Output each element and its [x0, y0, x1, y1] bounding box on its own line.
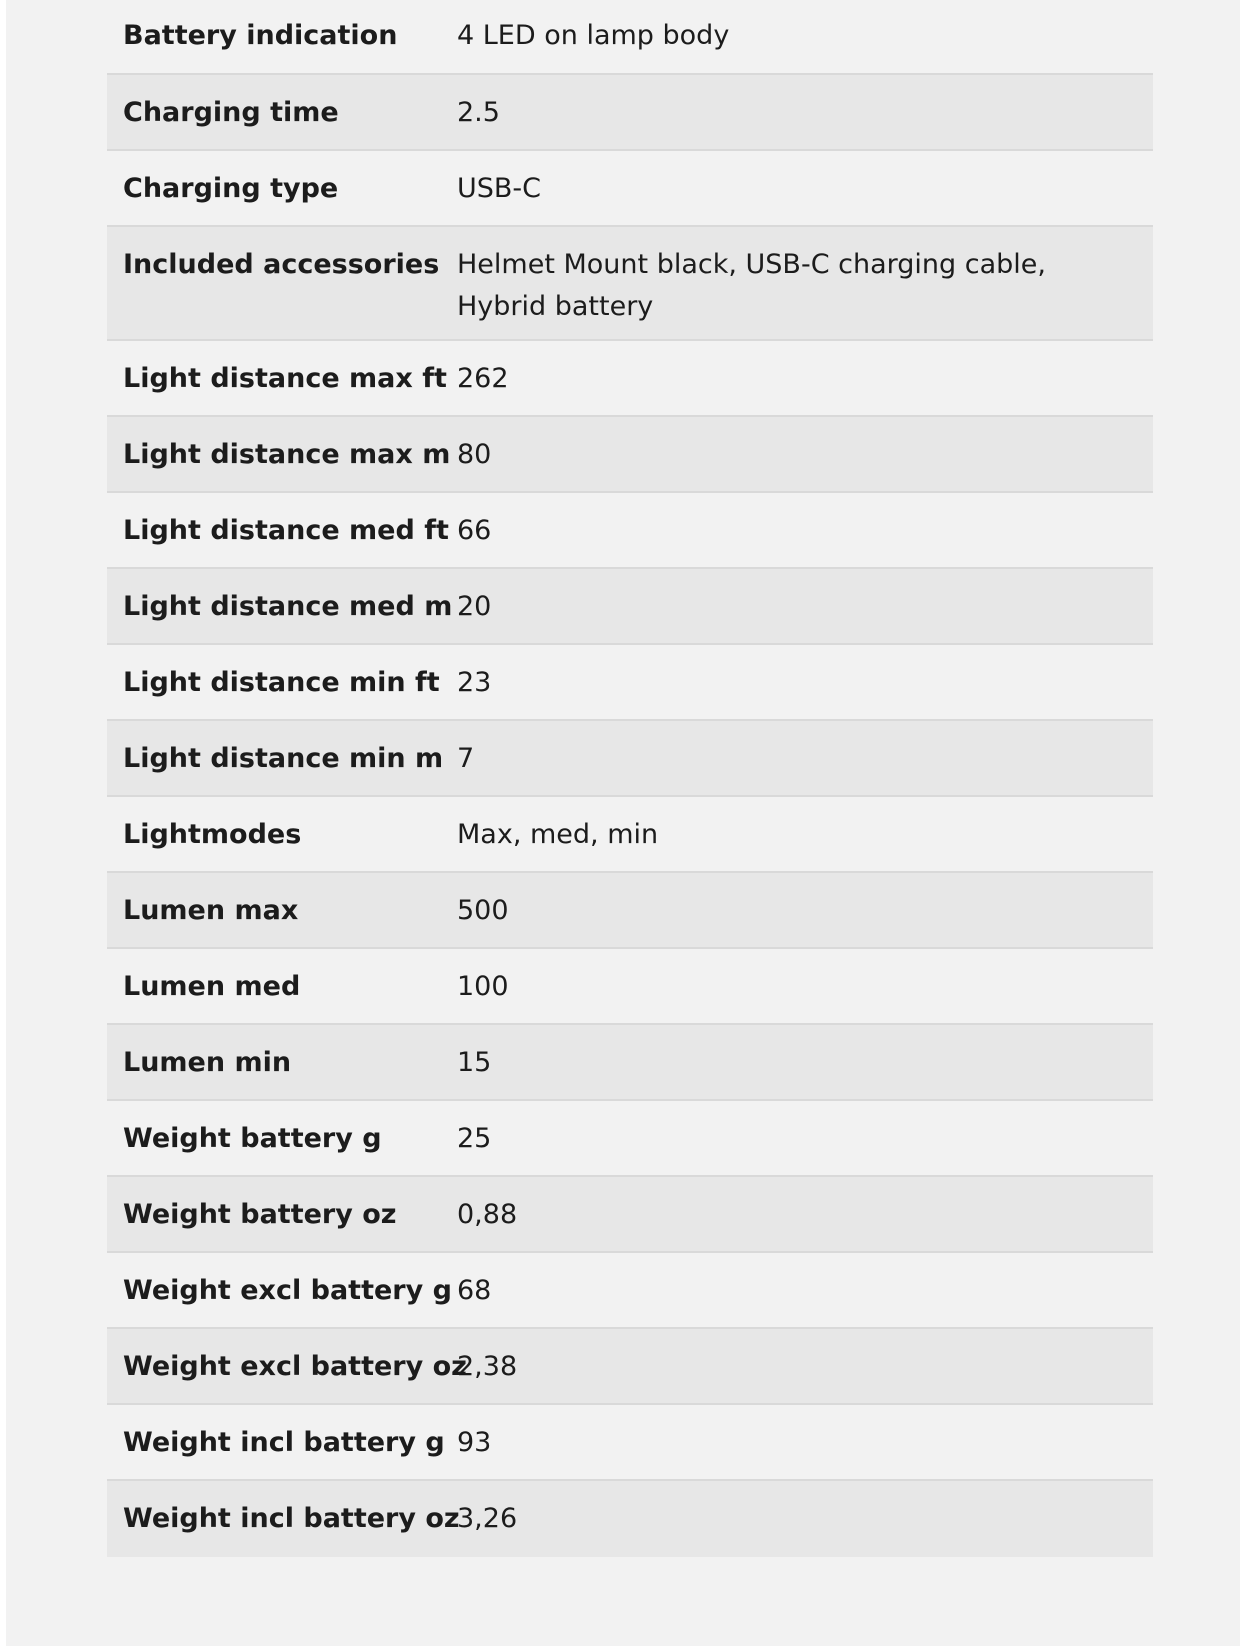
spec-label: Lumen max	[123, 895, 299, 926]
spec-value: 7	[457, 743, 475, 774]
spec-row	[107, 873, 1153, 949]
spec-value: 500	[457, 895, 509, 926]
spec-value: 23	[457, 667, 492, 698]
spec-label: Weight incl battery g	[123, 1427, 445, 1458]
spec-label: Weight incl battery oz	[123, 1503, 460, 1534]
spec-row	[107, 1177, 1153, 1253]
spec-row	[107, 569, 1153, 645]
spec-value: 262	[457, 363, 509, 394]
page	[6, 0, 1240, 1646]
spec-label: Light distance med ft	[123, 515, 449, 546]
spec-row	[107, 1025, 1153, 1101]
spec-row	[107, 417, 1153, 493]
spec-label: Lumen min	[123, 1047, 292, 1078]
spec-label: Charging type	[123, 173, 339, 204]
spec-row	[107, 1481, 1153, 1557]
spec-row	[107, 227, 1153, 341]
spec-value: 80	[457, 439, 492, 470]
spec-label: Weight excl battery oz	[123, 1351, 467, 1382]
spec-row	[107, 1253, 1153, 1329]
spec-label: Light distance max ft	[123, 363, 447, 394]
spec-label: Light distance min ft	[123, 667, 440, 698]
spec-row	[107, 75, 1153, 151]
spec-label: Included accessories	[123, 249, 440, 280]
spec-value: 2.5	[457, 97, 500, 128]
spec-label: Light distance min m	[123, 743, 444, 774]
spec-row	[107, 1329, 1153, 1405]
spec-value: 0,88	[457, 1199, 518, 1230]
spec-value: 66	[457, 515, 492, 546]
spec-value: 93	[457, 1427, 492, 1458]
spec-row	[107, 721, 1153, 797]
spec-row	[107, 493, 1153, 569]
spec-label: Light distance med m	[123, 591, 453, 622]
spec-row	[107, 949, 1153, 1025]
spec-row	[107, 797, 1153, 873]
spec-label: Lumen med	[123, 971, 301, 1002]
spec-label: Weight battery oz	[123, 1199, 397, 1230]
spec-label: Charging time	[123, 97, 339, 128]
spec-value: Max, med, min	[457, 819, 659, 850]
spec-row	[107, 151, 1153, 227]
spec-value: Helmet Mount black, USB-C charging cable, Hybrid battery	[457, 249, 1046, 322]
spec-value: USB-C	[457, 173, 542, 204]
spec-table	[107, 0, 1153, 1557]
spec-row	[107, 1101, 1153, 1177]
spec-value: 3,26	[457, 1503, 518, 1534]
spec-value: 25	[457, 1123, 492, 1154]
spec-label: Weight excl battery g	[123, 1275, 452, 1306]
spec-value: 4 LED on lamp body	[457, 20, 730, 51]
spec-label: Battery indication	[123, 20, 398, 51]
spec-value: 68	[457, 1275, 492, 1306]
spec-label: Light distance max m	[123, 439, 451, 470]
spec-value: 100	[457, 971, 509, 1002]
spec-row	[107, 341, 1153, 417]
spec-label: Lightmodes	[123, 819, 302, 850]
spec-value: 2,38	[457, 1351, 518, 1382]
spec-value: 20	[457, 591, 492, 622]
spec-row	[107, 0, 1153, 75]
spec-value: 15	[457, 1047, 492, 1078]
spec-row	[107, 1405, 1153, 1481]
spec-label: Weight battery g	[123, 1123, 382, 1154]
spec-row	[107, 645, 1153, 721]
